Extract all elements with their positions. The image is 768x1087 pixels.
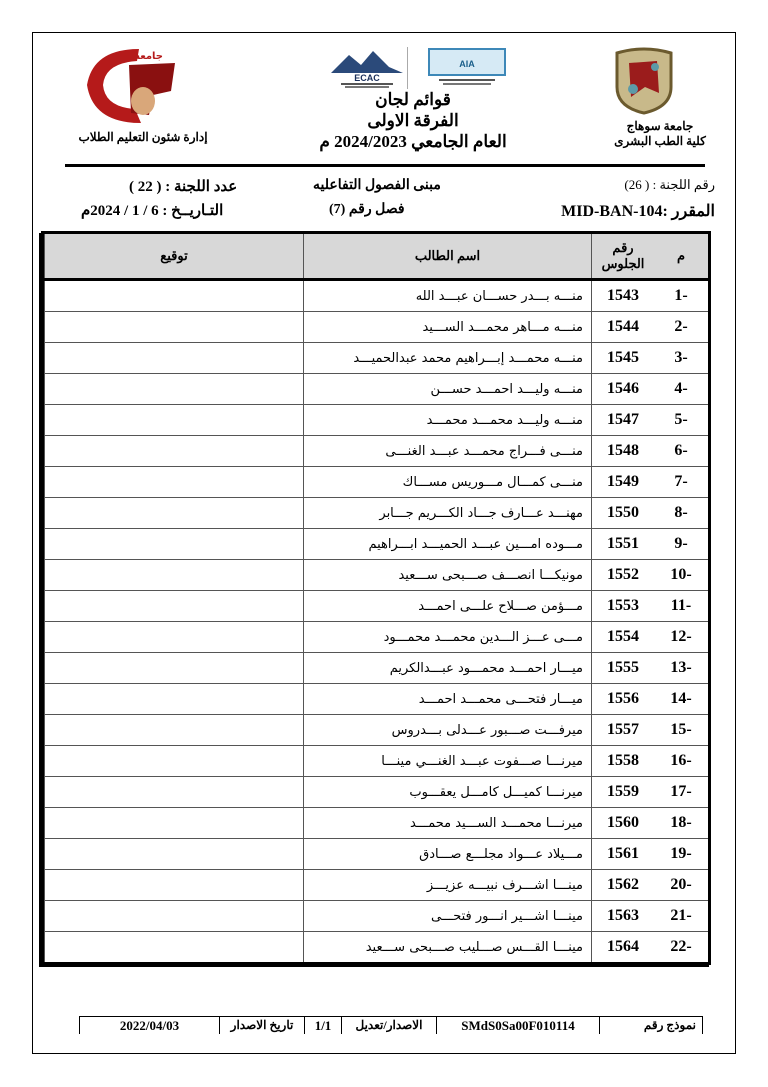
column-header-index: م <box>654 234 708 280</box>
doc-subtitle: الفرقة الاولى <box>367 111 459 130</box>
row-index: -11 <box>654 591 708 622</box>
row-index: -6 <box>654 436 708 467</box>
student-name: مـــوده امـــين عبـــد الحميـــد ابـــراهيم <box>304 529 592 560</box>
seat-number: 1552 <box>592 560 655 591</box>
signature-cell[interactable] <box>45 808 304 839</box>
student-name: مينـــا اشـــرف نبيـــه عزيـــز <box>304 870 592 901</box>
signature-cell[interactable] <box>45 870 304 901</box>
signature-cell[interactable] <box>45 901 304 932</box>
student-name: منـــه بـــدر حســـان عبـــد الله <box>304 280 592 312</box>
student-name: ميرنـــا كميـــل كامـــل يعقـــوب <box>304 777 592 808</box>
document-page <box>32 32 736 1054</box>
student-name: منـــى فـــراج محمـــد عبـــد الغنـــى <box>304 436 592 467</box>
signature-cell[interactable] <box>45 280 304 312</box>
seat-number: 1547 <box>592 405 655 436</box>
row-index: -18 <box>654 808 708 839</box>
seat-number: 1553 <box>592 591 655 622</box>
row-index: -16 <box>654 746 708 777</box>
student-name: ميـــار احمـــد محمـــود عبـــدالكريم <box>304 653 592 684</box>
row-index: -13 <box>654 653 708 684</box>
row-index: -5 <box>654 405 708 436</box>
seat-number: 1550 <box>592 498 655 529</box>
signature-cell[interactable] <box>45 343 304 374</box>
row-index: -3 <box>654 343 708 374</box>
table-row <box>45 808 709 839</box>
department-name: إدارة شئون التعليم الطلاب <box>78 130 208 144</box>
table-row <box>45 374 709 405</box>
signature-cell[interactable] <box>45 777 304 808</box>
seat-number: 1543 <box>592 280 655 312</box>
signature-cell[interactable] <box>45 374 304 405</box>
student-name: مهنـــد عـــارف جـــاد الكـــريم جـــابر <box>304 498 592 529</box>
table-row <box>45 653 709 684</box>
student-name: مـــى عـــز الـــدين محمـــد محمـــود <box>304 622 592 653</box>
seat-number: 1545 <box>592 343 655 374</box>
issue-date-label: تاريخ الاصدار <box>220 1017 305 1035</box>
table-row <box>45 436 709 467</box>
university-crest-icon <box>609 47 679 115</box>
classroom-number: فصل رقم (7) <box>329 202 405 217</box>
table-row <box>45 498 709 529</box>
student-affairs-logo <box>79 43 195 127</box>
row-index: -17 <box>654 777 708 808</box>
row-index: -19 <box>654 839 708 870</box>
faculty-name: كلية الطب البشرى <box>614 134 706 148</box>
student-name: منـــه وليـــد محمـــد محمـــد <box>304 405 592 436</box>
seat-number: 1560 <box>592 808 655 839</box>
table-row <box>45 839 709 870</box>
seat-number: 1556 <box>592 684 655 715</box>
issue-date-value: 2022/04/03 <box>80 1017 220 1035</box>
seat-number: 1554 <box>592 622 655 653</box>
table-row <box>45 932 709 963</box>
seat-number: 1558 <box>592 746 655 777</box>
table-row <box>45 870 709 901</box>
student-name: منـــه مـــاهر محمـــد الســـيد <box>304 312 592 343</box>
academic-year: العام الجامعي 2024/2023 م <box>319 132 507 151</box>
seat-number: 1563 <box>592 901 655 932</box>
signature-cell[interactable] <box>45 529 304 560</box>
university-name: جامعة سوهاج <box>626 119 694 133</box>
table-row <box>45 777 709 808</box>
svg-text:ﺟﺎﻣﻌﺔ: ﺟﺎﻣﻌﺔ <box>134 51 163 62</box>
table-row <box>45 684 709 715</box>
seat-number: 1546 <box>592 374 655 405</box>
row-index: -15 <box>654 715 708 746</box>
table-header-row <box>45 234 709 280</box>
committee-count: عدد اللجنة : ( 22 ) <box>129 179 238 195</box>
student-name: منـــه وليـــد احمـــد حســـن <box>304 374 592 405</box>
table-row <box>45 467 709 498</box>
row-index: -2 <box>654 312 708 343</box>
signature-cell[interactable] <box>45 591 304 622</box>
svg-text:AIA: AIA <box>459 59 475 69</box>
student-name: مينـــا القـــس صـــليب صـــبحى ســـعيد <box>304 932 592 963</box>
row-index: -12 <box>654 622 708 653</box>
signature-cell[interactable] <box>45 932 304 963</box>
table-row <box>45 312 709 343</box>
student-name: منـــه محمـــد إبـــراهيم محمد عبدالحميـــد <box>304 343 592 374</box>
svg-text:ECAC: ECAC <box>354 73 380 83</box>
building-name: مبنى الفصول التفاعليه <box>313 178 441 193</box>
signature-cell[interactable] <box>45 839 304 870</box>
column-header-seat-number: رقم الجلوس <box>592 234 655 280</box>
row-index: -7 <box>654 467 708 498</box>
table-row <box>45 560 709 591</box>
committee-number: رقم اللجنة : ( 26) <box>624 177 715 192</box>
table-row <box>45 622 709 653</box>
signature-cell[interactable] <box>45 560 304 591</box>
table-row <box>45 591 709 622</box>
seat-number: 1555 <box>592 653 655 684</box>
student-name: مينـــا اشـــير انـــور فتحـــى <box>304 901 592 932</box>
table-row <box>45 343 709 374</box>
signature-cell[interactable] <box>45 312 304 343</box>
seat-number: 1549 <box>592 467 655 498</box>
student-name: ميرفـــت صـــبور عـــدلى بـــدروس <box>304 715 592 746</box>
form-number-value: SMdS0Sa00F010114 <box>437 1017 600 1035</box>
column-header-signature: توقيع <box>45 234 304 280</box>
form-number-label: نموذج رقم <box>600 1017 703 1035</box>
exam-date: التـاريــخ : 6 / 1 / 2024م <box>81 203 224 219</box>
header-divider <box>65 164 705 167</box>
signature-cell[interactable] <box>45 622 304 653</box>
column-header-student-name: اسم الطالب <box>304 234 592 280</box>
signature-cell[interactable] <box>45 436 304 467</box>
student-name: ميرنـــا صـــفوت عبـــد الغنـــي مينـــا <box>304 746 592 777</box>
row-index: -14 <box>654 684 708 715</box>
table-row <box>45 715 709 746</box>
table-row <box>45 529 709 560</box>
signature-cell[interactable] <box>45 498 304 529</box>
row-index: -22 <box>670 938 692 955</box>
student-name: مونيكـــا انصـــف صـــبحى ســـعيد <box>304 560 592 591</box>
seat-number: 1564 <box>592 932 655 963</box>
student-name: مـــؤمن صـــلاح علـــى احمـــد <box>304 591 592 622</box>
aia-iso-logo <box>425 47 511 89</box>
student-name: مـــيلاد عـــواد مجلـــع صـــادق <box>304 839 592 870</box>
signature-cell[interactable] <box>45 653 304 684</box>
form-footer <box>79 1016 703 1034</box>
table-row <box>45 901 709 932</box>
students-table <box>41 231 711 965</box>
row-index: -20 <box>654 870 708 901</box>
signature-cell[interactable] <box>45 746 304 777</box>
student-name: ميرنـــا محمـــد الســـيد محمـــد <box>304 808 592 839</box>
seat-number: 1561 <box>592 839 655 870</box>
signature-cell[interactable] <box>45 684 304 715</box>
issue-label: الاصدار/تعديل <box>342 1017 437 1035</box>
row-index: -4 <box>654 374 708 405</box>
row-index: -10 <box>654 560 708 591</box>
ecac-accredited-logo <box>321 47 408 89</box>
issue-value: 1/1 <box>305 1017 342 1035</box>
table-row <box>45 405 709 436</box>
signature-cell[interactable] <box>45 715 304 746</box>
table-row <box>45 746 709 777</box>
student-name: منـــى كمـــال مـــوريس مســـاك <box>304 467 592 498</box>
seat-number: 1544 <box>592 312 655 343</box>
seat-number: 1559 <box>592 777 655 808</box>
signature-cell[interactable] <box>45 467 304 498</box>
seat-number: 1551 <box>592 529 655 560</box>
seat-number: 1548 <box>592 436 655 467</box>
seat-number: 1557 <box>592 715 655 746</box>
row-index: -8 <box>654 498 708 529</box>
doc-title: قوائم لجان <box>375 90 451 109</box>
row-index: -21 <box>654 901 708 932</box>
row-index: -9 <box>654 529 708 560</box>
row-index: -1 <box>654 280 708 312</box>
signature-cell[interactable] <box>45 405 304 436</box>
seat-number: 1562 <box>592 870 655 901</box>
course-code: المقرر :MID-BAN-104 <box>561 203 715 220</box>
student-name: ميـــار فتحـــى محمـــد احمـــد <box>304 684 592 715</box>
table-row <box>45 280 709 312</box>
